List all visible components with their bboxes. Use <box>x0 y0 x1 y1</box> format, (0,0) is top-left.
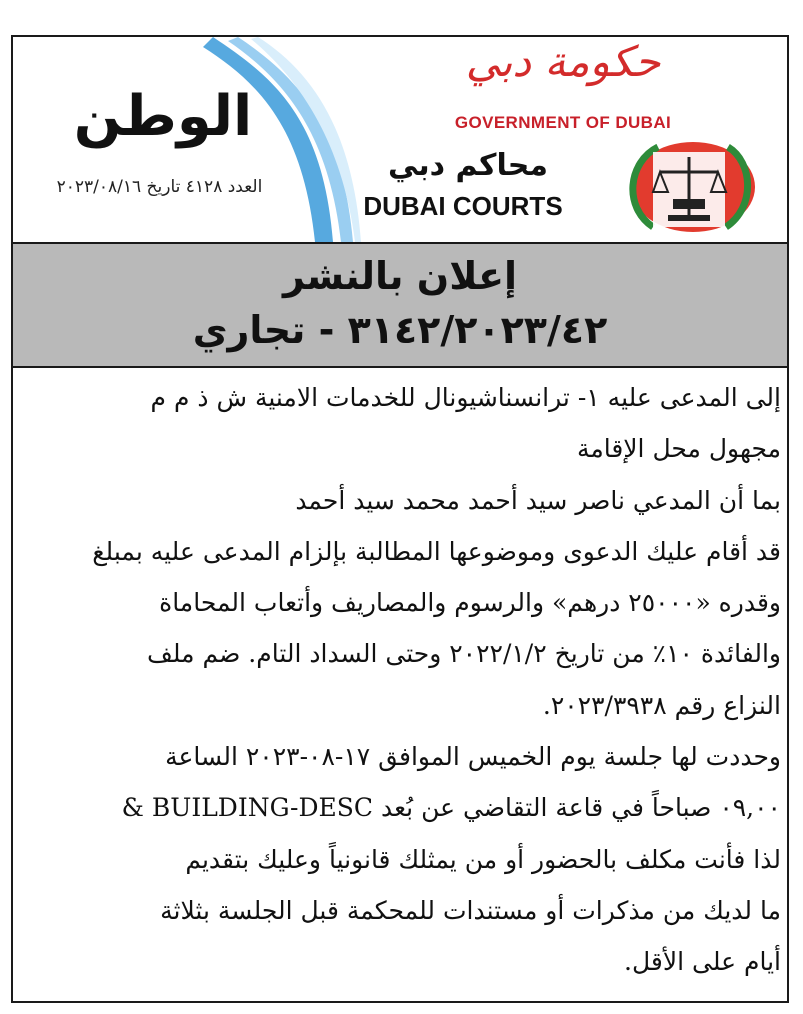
courts-name-english: DUBAI COURTS <box>363 191 563 221</box>
notice-line: ٠٩,٠٠ صباحاً في قاعة التقاضي عن بُعد BUILDING-DESC & <box>121 793 781 823</box>
notice-line: بما أن المدعي ناصر سيد أحمد محمد سيد أحمد <box>295 485 781 515</box>
courts-name-arabic: محاكم دبي <box>388 148 548 183</box>
notice-line: لذا فأنت مكلف بالحضور أو من يمثلك قانونياً وعليك بتقديم <box>185 844 781 874</box>
header <box>13 37 787 242</box>
announcement-frame <box>11 35 789 1003</box>
notice-line: وقدره «٢٥٠٠٠ درهم» والرسوم والمصاريف وأتعاب المحاماة <box>159 588 781 618</box>
case-number: ٣١٤٢/٢٠٢٣/٤٢ - تجاري <box>192 308 608 352</box>
newspaper-logo: الوطن <box>73 84 253 149</box>
notice-line: قد أقام عليك الدعوى وموضوعها المطالبة بإلزام المدعى عليه بمبلغ <box>92 536 781 566</box>
notice-line: أيام على الأقل. <box>624 947 781 977</box>
notice-body <box>19 372 781 988</box>
notice-line: مجهول محل الإقامة <box>576 434 781 464</box>
notice-line: إلى المدعى عليه ١- ترانسناشيونال للخدمات الامنية ش ذ م م <box>150 383 781 412</box>
notice-line: وحددت لها جلسة يوم الخميس الموافق ١٧-٠٨-٢٠٢٣ الساعة <box>165 742 781 772</box>
issue-line: العدد ٤١٢٨ تاريخ ٢٠٢٣/٠٨/١٦ <box>56 177 263 197</box>
notice-line: والفائدة ١٠٪ من تاريخ ٢٠٢٢/١/٢ وحتى السداد التام. ضم ملف <box>146 639 781 669</box>
government-logo-arabic: حكومة دبي <box>465 37 661 86</box>
notice-line: ما لديك من مذكرات أو مستندات للمحكمة قبل الجلسة بثلاثة <box>160 895 781 925</box>
announcement-banner <box>13 242 787 368</box>
announcement-title: إعلان بالنشر <box>282 254 518 298</box>
notice-line: النزاع رقم ٢٠٢٣/٣٩٣٨. <box>542 690 781 720</box>
government-logo-english: GOVERNMENT OF DUBAI <box>454 113 672 132</box>
scales-of-justice-icon <box>598 137 758 237</box>
